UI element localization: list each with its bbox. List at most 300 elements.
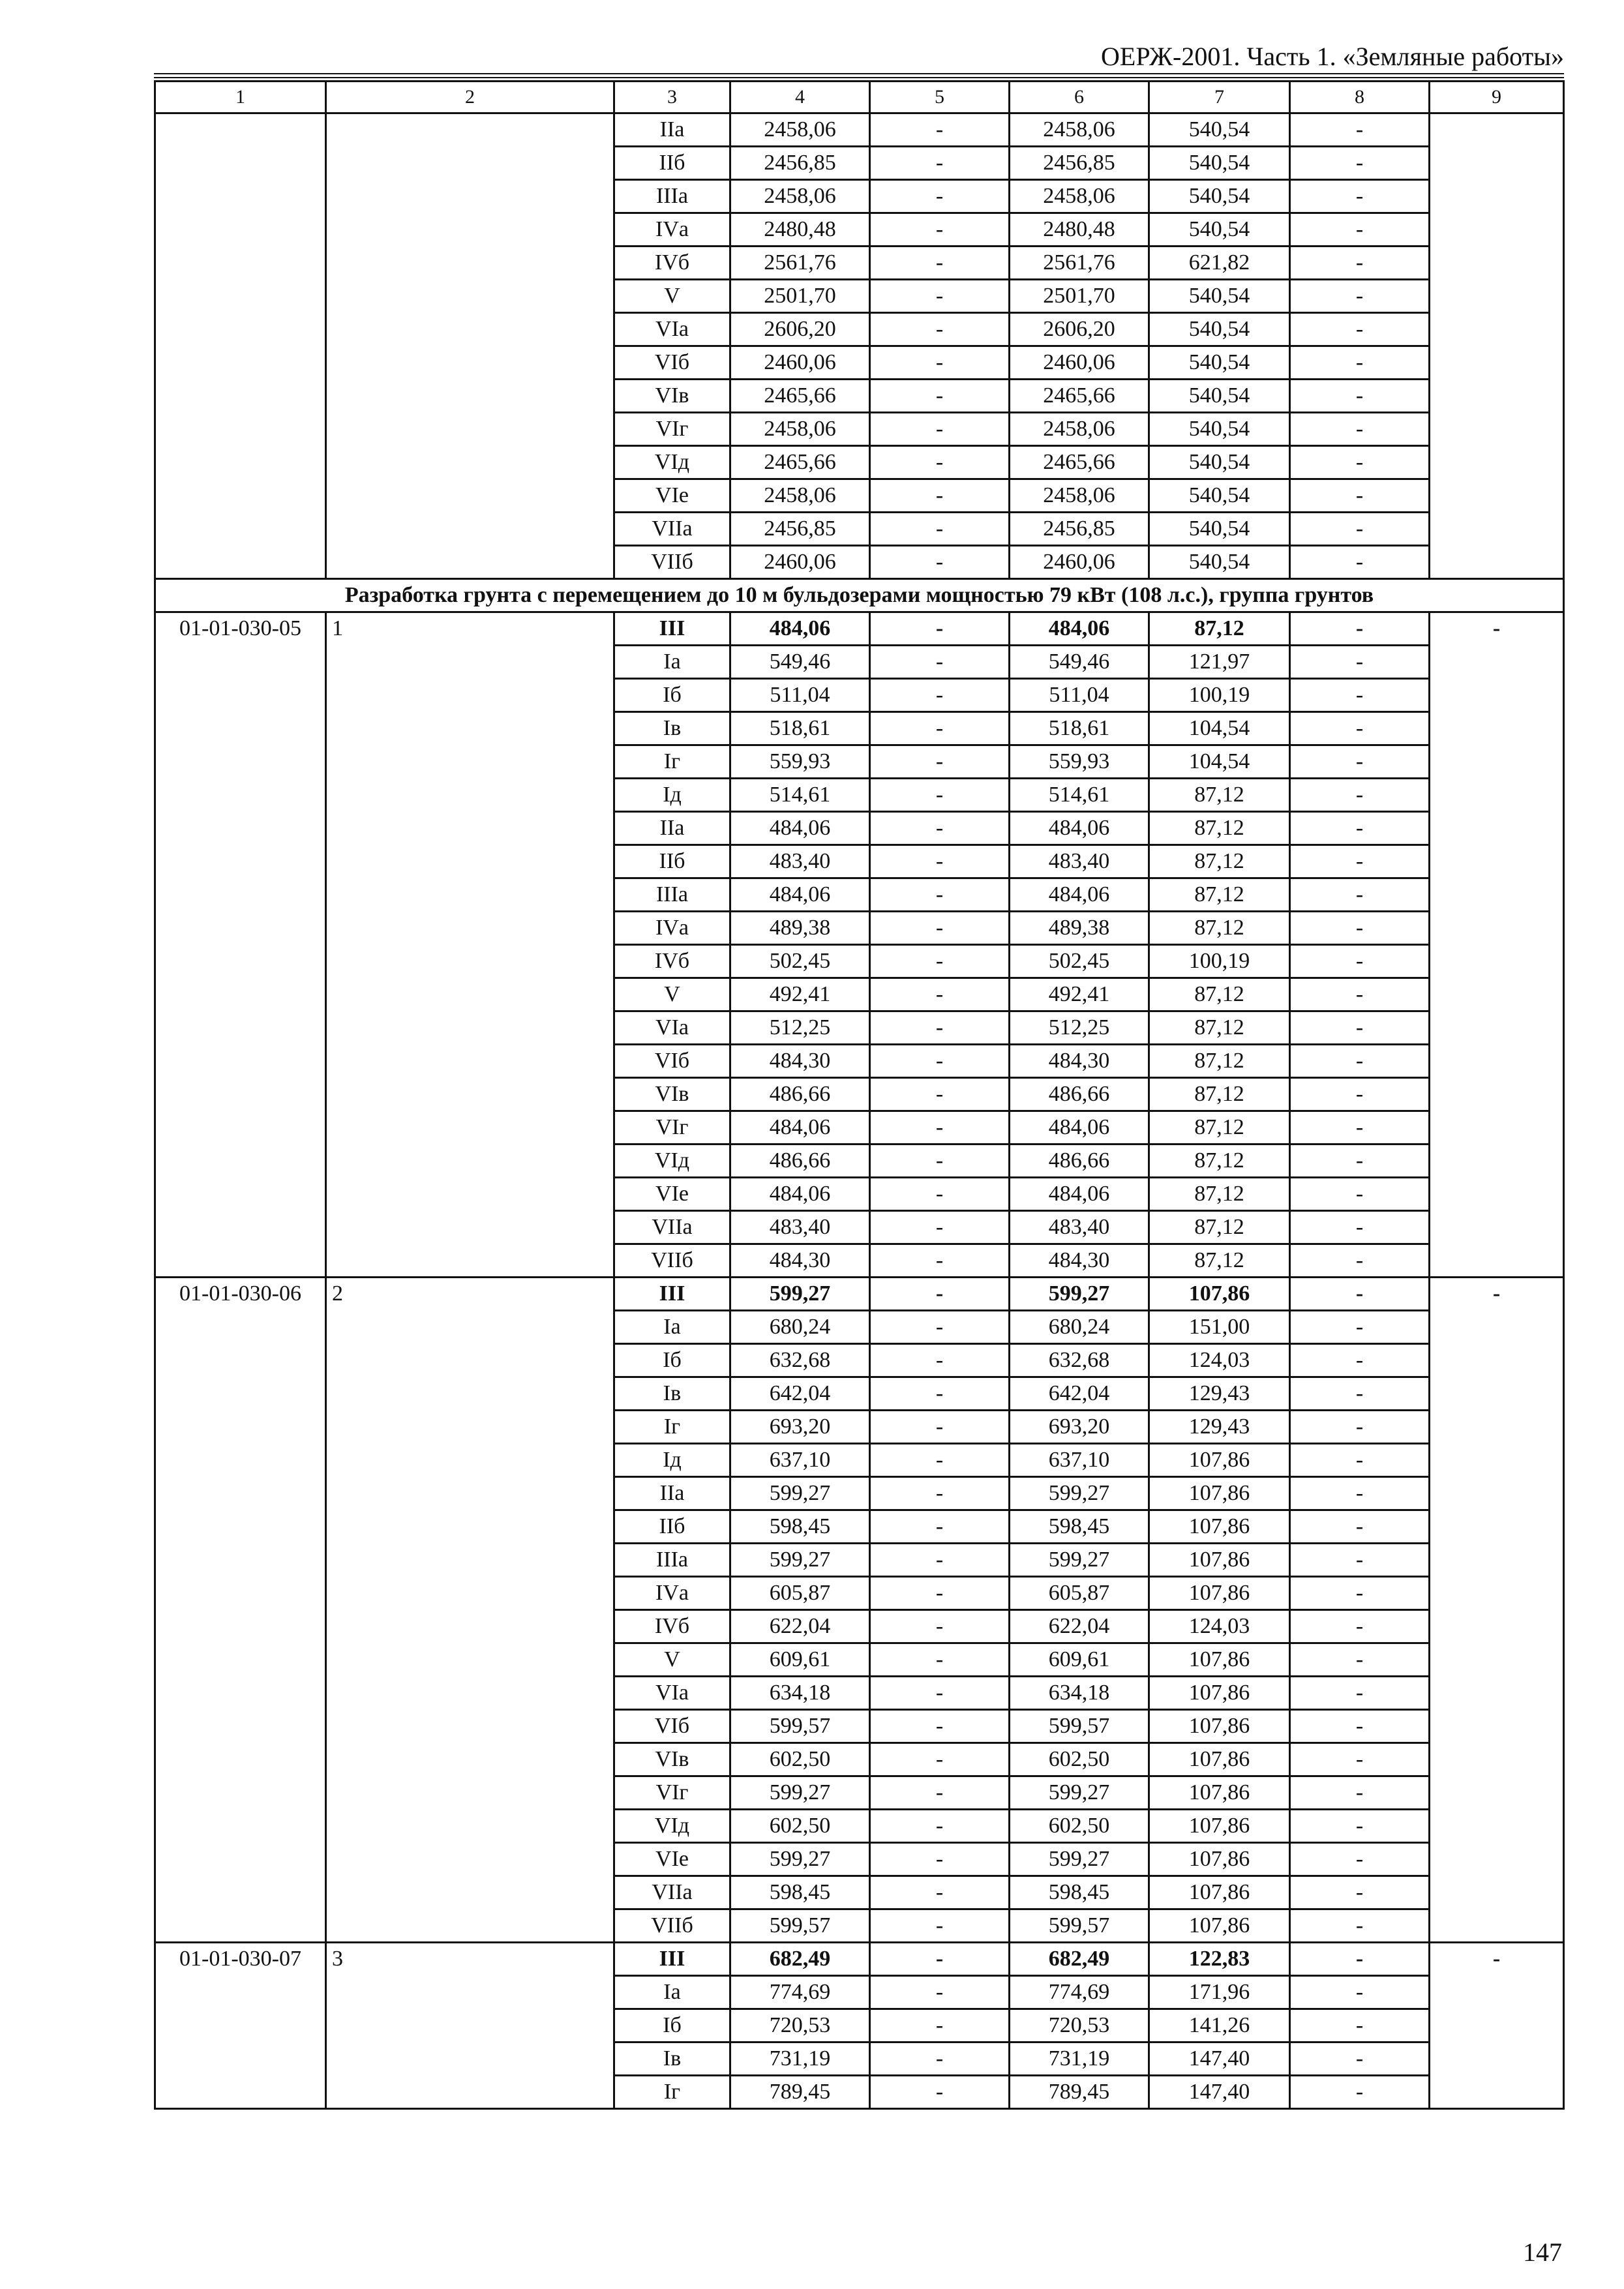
value-cell-5: - [870, 745, 1010, 779]
value-cell-5: - [870, 1278, 1010, 1311]
value-cell-8: - [1290, 1743, 1430, 1776]
value-cell-6: 599,27 [1010, 1477, 1149, 1510]
soil-group-cell: VIа [614, 1011, 730, 1045]
value-cell-4: 489,38 [730, 912, 870, 945]
soil-group-cell: VIб [614, 346, 730, 380]
column-number: 8 [1290, 82, 1430, 113]
value-cell-6: 2465,66 [1010, 380, 1149, 413]
value-cell-6: 484,30 [1010, 1045, 1149, 1078]
value-cell-6: 484,06 [1010, 1111, 1149, 1144]
value-cell-4: 2460,06 [730, 346, 870, 380]
value-cell-7: 107,86 [1149, 1843, 1290, 1876]
soil-group-cell: Iг [614, 1411, 730, 1444]
value-cell-5: - [870, 1544, 1010, 1577]
value-cell-5: - [870, 646, 1010, 679]
value-cell-4: 483,40 [730, 845, 870, 878]
norm-number: 1 [326, 612, 614, 1278]
value-cell-7: 129,43 [1149, 1411, 1290, 1444]
value-cell-9: - [1430, 612, 1564, 1278]
value-cell-5: - [870, 1610, 1010, 1643]
value-cell-5: - [870, 1643, 1010, 1677]
soil-group-cell: V [614, 1643, 730, 1677]
value-cell-8: - [1290, 479, 1430, 513]
value-cell-8: - [1290, 1045, 1430, 1078]
value-cell-4: 632,68 [730, 1344, 870, 1377]
value-cell-6: 514,61 [1010, 779, 1149, 812]
value-cell-6: 518,61 [1010, 712, 1149, 745]
value-cell-5: - [870, 1211, 1010, 1244]
value-cell-8: - [1290, 346, 1430, 380]
soil-group-cell: VIе [614, 1178, 730, 1211]
value-cell-5: - [870, 513, 1010, 546]
soil-group-cell: VIе [614, 1843, 730, 1876]
value-cell-8: - [1290, 2009, 1430, 2042]
value-cell-4: 599,27 [730, 1544, 870, 1577]
value-cell-5: - [870, 1943, 1010, 1976]
soil-group-cell: IVб [614, 1610, 730, 1643]
value-cell-5: - [870, 247, 1010, 280]
value-cell-8: - [1290, 147, 1430, 180]
value-cell-8: - [1290, 247, 1430, 280]
value-cell-6: 602,50 [1010, 1810, 1149, 1843]
value-cell-7: 107,86 [1149, 1876, 1290, 1909]
column-number: 1 [155, 82, 326, 113]
soil-group-cell: IIб [614, 147, 730, 180]
value-cell-6: 634,18 [1010, 1677, 1149, 1710]
value-cell-5: - [870, 1909, 1010, 1943]
value-cell-6: 486,66 [1010, 1078, 1149, 1111]
page-number: 147 [1523, 2237, 1562, 2267]
soil-group-cell: IVб [614, 945, 730, 978]
value-cell-8: - [1290, 513, 1430, 546]
value-cell-4: 599,27 [730, 1843, 870, 1876]
value-cell-8: - [1290, 313, 1430, 346]
soil-group-cell: VIIб [614, 546, 730, 579]
value-cell-6: 2460,06 [1010, 346, 1149, 380]
value-cell-4: 2458,06 [730, 113, 870, 147]
soil-group-cell: Iд [614, 779, 730, 812]
value-cell-4: 720,53 [730, 2009, 870, 2042]
value-cell-6: 2458,06 [1010, 413, 1149, 446]
value-cell-8: - [1290, 1411, 1430, 1444]
value-cell-8: - [1290, 646, 1430, 679]
value-cell-7: 87,12 [1149, 1011, 1290, 1045]
value-cell-4: 602,50 [730, 1743, 870, 1776]
value-cell-4: 484,06 [730, 612, 870, 646]
value-cell-7: 540,54 [1149, 346, 1290, 380]
value-cell-8: - [1290, 712, 1430, 745]
value-cell-5: - [870, 1843, 1010, 1876]
value-cell-5: - [870, 180, 1010, 213]
value-cell-4: 602,50 [730, 1810, 870, 1843]
value-cell-4: 512,25 [730, 1011, 870, 1045]
value-cell-5: - [870, 1976, 1010, 2009]
value-cell-7: 107,86 [1149, 1510, 1290, 1544]
value-cell-4: 484,06 [730, 878, 870, 912]
soil-group-cell: IIа [614, 812, 730, 845]
soil-group-cell: IIа [614, 113, 730, 147]
value-cell-8: - [1290, 1976, 1430, 2009]
value-cell-8: - [1290, 446, 1430, 479]
value-cell-6: 489,38 [1010, 912, 1149, 945]
soil-group-cell: VIг [614, 413, 730, 446]
value-cell-8: - [1290, 180, 1430, 213]
soil-group-cell: VIе [614, 479, 730, 513]
value-cell-8: - [1290, 2076, 1430, 2109]
document-title: ОЕРЖ-2001. Часть 1. «Земляные работы» [1101, 42, 1564, 71]
value-cell-8: - [1290, 1078, 1430, 1111]
soil-group-cell: Iб [614, 1344, 730, 1377]
value-cell-5: - [870, 1577, 1010, 1610]
value-cell-6: 731,19 [1010, 2042, 1149, 2076]
value-cell-6: 680,24 [1010, 1311, 1149, 1344]
value-cell-7: 87,12 [1149, 1178, 1290, 1211]
value-cell-5: - [870, 346, 1010, 380]
norm-number: 2 [326, 1278, 614, 1943]
value-cell-7: 107,86 [1149, 1643, 1290, 1677]
soil-group-cell: III [614, 612, 730, 646]
value-cell-8: - [1290, 546, 1430, 579]
value-cell-7: 104,54 [1149, 745, 1290, 779]
value-cell-5: - [870, 1344, 1010, 1377]
value-cell-7: 540,54 [1149, 213, 1290, 247]
value-cell-8: - [1290, 1444, 1430, 1477]
soil-group-cell: Iд [614, 1444, 730, 1477]
value-cell-5: - [870, 1477, 1010, 1510]
value-cell-4: 2465,66 [730, 380, 870, 413]
value-cell-4: 789,45 [730, 2076, 870, 2109]
value-cell-7: 107,86 [1149, 1743, 1290, 1776]
value-cell-6: 502,45 [1010, 945, 1149, 978]
soil-group-cell: VIIа [614, 1211, 730, 1244]
value-cell-5: - [870, 413, 1010, 446]
value-cell-4: 2561,76 [730, 247, 870, 280]
soil-group-cell: VIб [614, 1045, 730, 1078]
value-cell-8: - [1290, 113, 1430, 147]
value-cell-6: 774,69 [1010, 1976, 1149, 2009]
value-cell-8: - [1290, 1643, 1430, 1677]
value-cell-5: - [870, 1078, 1010, 1111]
value-cell-5: - [870, 1311, 1010, 1344]
value-cell-9: - [1430, 1278, 1564, 1943]
column-number: 5 [870, 82, 1010, 113]
value-cell-4: 693,20 [730, 1411, 870, 1444]
value-cell-6: 609,61 [1010, 1643, 1149, 1677]
value-cell-8: - [1290, 413, 1430, 446]
value-cell-8: - [1290, 280, 1430, 313]
value-cell-4: 599,57 [730, 1710, 870, 1743]
soil-group-cell: IIб [614, 845, 730, 878]
value-cell-4: 634,18 [730, 1677, 870, 1710]
value-cell-4: 598,45 [730, 1510, 870, 1544]
value-cell-4: 774,69 [730, 1976, 870, 2009]
value-cell-4: 484,06 [730, 1111, 870, 1144]
value-cell-5: - [870, 1876, 1010, 1909]
value-cell-6: 598,45 [1010, 1510, 1149, 1544]
value-cell-8: - [1290, 612, 1430, 646]
value-cell-5: - [870, 1144, 1010, 1178]
soil-group-cell: IIIа [614, 1544, 730, 1577]
value-cell-9 [1430, 113, 1564, 579]
value-cell-6: 720,53 [1010, 2009, 1149, 2042]
value-cell-7: 147,40 [1149, 2042, 1290, 2076]
value-cell-7: 87,12 [1149, 812, 1290, 845]
column-number: 9 [1430, 82, 1564, 113]
value-cell-8: - [1290, 1544, 1430, 1577]
value-cell-7: 87,12 [1149, 978, 1290, 1011]
value-cell-5: - [870, 978, 1010, 1011]
value-cell-5: - [870, 712, 1010, 745]
value-cell-5: - [870, 1810, 1010, 1843]
value-cell-6: 599,27 [1010, 1776, 1149, 1810]
value-cell-6: 2606,20 [1010, 313, 1149, 346]
value-cell-5: - [870, 1111, 1010, 1144]
value-cell-5: - [870, 878, 1010, 912]
norm-code: 01-01-030-05 [155, 612, 326, 1278]
value-cell-8: - [1290, 213, 1430, 247]
value-cell-7: 107,86 [1149, 1444, 1290, 1477]
value-cell-8: - [1290, 912, 1430, 945]
value-cell-8: - [1290, 1344, 1430, 1377]
soil-group-cell: Iа [614, 1976, 730, 2009]
value-cell-8: - [1290, 1909, 1430, 1943]
value-cell-7: 87,12 [1149, 1111, 1290, 1144]
value-cell-6: 2458,06 [1010, 180, 1149, 213]
value-cell-7: 540,54 [1149, 113, 1290, 147]
value-cell-4: 599,57 [730, 1909, 870, 1943]
value-cell-6: 637,10 [1010, 1444, 1149, 1477]
soil-group-cell: VIа [614, 313, 730, 346]
value-cell-5: - [870, 1411, 1010, 1444]
value-cell-4: 609,61 [730, 1643, 870, 1677]
value-cell-8: - [1290, 878, 1430, 912]
value-cell-8: - [1290, 679, 1430, 712]
value-cell-8: - [1290, 1311, 1430, 1344]
value-cell-6: 484,06 [1010, 812, 1149, 845]
value-cell-6: 2561,76 [1010, 247, 1149, 280]
soil-group-cell: III [614, 1943, 730, 1976]
value-cell-4: 680,24 [730, 1311, 870, 1344]
value-cell-7: 87,12 [1149, 878, 1290, 912]
soil-group-cell: VIв [614, 1743, 730, 1776]
value-cell-8: - [1290, 1710, 1430, 1743]
value-cell-6: 484,06 [1010, 612, 1149, 646]
value-cell-7: 107,86 [1149, 1544, 1290, 1577]
value-cell-4: 2501,70 [730, 280, 870, 313]
soil-group-cell: IIб [614, 1510, 730, 1544]
value-cell-7: 107,86 [1149, 1677, 1290, 1710]
soil-group-cell: IIа [614, 1477, 730, 1510]
soil-group-cell: V [614, 978, 730, 1011]
value-cell-7: 107,86 [1149, 1710, 1290, 1743]
column-number: 3 [614, 82, 730, 113]
value-cell-4: 637,10 [730, 1444, 870, 1477]
value-cell-5: - [870, 147, 1010, 180]
soil-group-cell: Iа [614, 646, 730, 679]
value-cell-8: - [1290, 380, 1430, 413]
value-cell-5: - [870, 1011, 1010, 1045]
value-cell-6: 602,50 [1010, 1743, 1149, 1776]
value-cell-7: 540,54 [1149, 147, 1290, 180]
value-cell-6: 559,93 [1010, 745, 1149, 779]
value-cell-6: 2480,48 [1010, 213, 1149, 247]
value-cell-4: 599,27 [730, 1776, 870, 1810]
value-cell-8: - [1290, 812, 1430, 845]
soil-group-cell: VIв [614, 1078, 730, 1111]
value-cell-4: 2456,85 [730, 147, 870, 180]
value-cell-4: 518,61 [730, 712, 870, 745]
header-rule [154, 73, 1564, 74]
norm-number: 3 [326, 1943, 614, 2109]
value-cell-4: 492,41 [730, 978, 870, 1011]
soil-group-cell: Iб [614, 2009, 730, 2042]
value-cell-7: 87,12 [1149, 1045, 1290, 1078]
value-cell-5: - [870, 280, 1010, 313]
value-cell-8: - [1290, 1178, 1430, 1211]
value-cell-6: 682,49 [1010, 1943, 1149, 1976]
value-cell-7: 540,54 [1149, 280, 1290, 313]
column-number: 4 [730, 82, 870, 113]
value-cell-4: 2458,06 [730, 479, 870, 513]
value-cell-6: 483,40 [1010, 1211, 1149, 1244]
value-cell-4: 642,04 [730, 1377, 870, 1411]
value-cell-5: - [870, 1510, 1010, 1544]
value-cell-7: 141,26 [1149, 2009, 1290, 2042]
value-cell-7: 124,03 [1149, 1610, 1290, 1643]
value-cell-4: 484,06 [730, 1178, 870, 1211]
value-cell-8: - [1290, 2042, 1430, 2076]
value-cell-7: 151,00 [1149, 1311, 1290, 1344]
value-cell-5: - [870, 1244, 1010, 1278]
value-cell-7: 124,03 [1149, 1344, 1290, 1377]
value-cell-4: 549,46 [730, 646, 870, 679]
column-number: 7 [1149, 82, 1290, 113]
code-cell [155, 113, 326, 579]
value-cell-4: 599,27 [730, 1278, 870, 1311]
value-cell-7: 100,19 [1149, 945, 1290, 978]
soil-group-cell: VIв [614, 380, 730, 413]
value-cell-7: 540,54 [1149, 313, 1290, 346]
value-cell-6: 599,57 [1010, 1909, 1149, 1943]
value-cell-6: 599,27 [1010, 1278, 1149, 1311]
value-cell-6: 483,40 [1010, 845, 1149, 878]
value-cell-6: 2456,85 [1010, 513, 1149, 546]
value-cell-7: 107,86 [1149, 1477, 1290, 1510]
value-cell-5: - [870, 1178, 1010, 1211]
value-cell-7: 122,83 [1149, 1943, 1290, 1976]
value-cell-7: 107,86 [1149, 1810, 1290, 1843]
value-cell-4: 605,87 [730, 1577, 870, 1610]
soil-group-cell: VIIб [614, 1909, 730, 1943]
value-cell-4: 598,45 [730, 1876, 870, 1909]
value-cell-7: 540,54 [1149, 180, 1290, 213]
value-cell-4: 2606,20 [730, 313, 870, 346]
value-cell-5: - [870, 2076, 1010, 2109]
value-cell-8: - [1290, 1577, 1430, 1610]
soil-group-cell: Iг [614, 745, 730, 779]
value-cell-4: 2458,06 [730, 180, 870, 213]
value-cell-5: - [870, 812, 1010, 845]
value-cell-7: 540,54 [1149, 546, 1290, 579]
description-cell [326, 113, 614, 579]
soil-group-cell: Iв [614, 1377, 730, 1411]
value-cell-7: 540,54 [1149, 513, 1290, 546]
value-cell-8: - [1290, 1943, 1430, 1976]
value-cell-6: 2456,85 [1010, 147, 1149, 180]
soil-group-cell: IVа [614, 213, 730, 247]
soil-group-cell: Iа [614, 1311, 730, 1344]
value-cell-8: - [1290, 1477, 1430, 1510]
value-cell-6: 549,46 [1010, 646, 1149, 679]
column-number-row [155, 82, 1564, 113]
soil-group-cell: VIд [614, 1144, 730, 1178]
value-cell-7: 87,12 [1149, 845, 1290, 878]
value-cell-5: - [870, 679, 1010, 712]
value-cell-7: 100,19 [1149, 679, 1290, 712]
value-cell-5: - [870, 1776, 1010, 1810]
header-rule [154, 77, 1564, 78]
value-cell-5: - [870, 612, 1010, 646]
value-cell-6: 599,27 [1010, 1544, 1149, 1577]
value-cell-4: 682,49 [730, 1943, 870, 1976]
value-cell-4: 502,45 [730, 945, 870, 978]
value-cell-6: 511,04 [1010, 679, 1149, 712]
value-cell-8: - [1290, 1211, 1430, 1244]
value-cell-5: - [870, 912, 1010, 945]
value-cell-4: 599,27 [730, 1477, 870, 1510]
value-cell-6: 789,45 [1010, 2076, 1149, 2109]
value-cell-8: - [1290, 1278, 1430, 1311]
value-cell-4: 559,93 [730, 745, 870, 779]
value-cell-6: 512,25 [1010, 1011, 1149, 1045]
value-cell-4: 2480,48 [730, 213, 870, 247]
value-cell-5: - [870, 1444, 1010, 1477]
soil-group-cell: III [614, 1278, 730, 1311]
value-cell-6: 486,66 [1010, 1144, 1149, 1178]
table-row [155, 113, 1564, 147]
soil-group-cell: VIIа [614, 1876, 730, 1909]
value-cell-5: - [870, 446, 1010, 479]
value-cell-5: - [870, 1045, 1010, 1078]
value-cell-8: - [1290, 779, 1430, 812]
value-cell-6: 2458,06 [1010, 113, 1149, 147]
value-cell-8: - [1290, 1810, 1430, 1843]
value-cell-5: - [870, 113, 1010, 147]
value-cell-5: - [870, 313, 1010, 346]
soil-group-cell: VIIб [614, 1244, 730, 1278]
value-cell-7: 121,97 [1149, 646, 1290, 679]
value-cell-4: 483,40 [730, 1211, 870, 1244]
value-cell-8: - [1290, 1677, 1430, 1710]
soil-group-cell: IVа [614, 1577, 730, 1610]
value-cell-6: 599,27 [1010, 1843, 1149, 1876]
value-cell-4: 2456,85 [730, 513, 870, 546]
norm-code: 01-01-030-06 [155, 1278, 326, 1943]
value-cell-8: - [1290, 845, 1430, 878]
value-cell-4: 731,19 [730, 2042, 870, 2076]
value-cell-8: - [1290, 1244, 1430, 1278]
value-cell-7: 540,54 [1149, 413, 1290, 446]
value-cell-6: 484,06 [1010, 878, 1149, 912]
section-heading: Разработка грунта с перемещением до 10 м бульдозерами мощностью 79 кВт (108 л.с.), группа грунтов [155, 579, 1564, 612]
value-cell-5: - [870, 1677, 1010, 1710]
value-cell-4: 486,66 [730, 1078, 870, 1111]
value-cell-8: - [1290, 945, 1430, 978]
value-cell-5: - [870, 945, 1010, 978]
value-cell-8: - [1290, 1843, 1430, 1876]
table-row-main [155, 612, 1564, 646]
value-cell-8: - [1290, 1776, 1430, 1810]
